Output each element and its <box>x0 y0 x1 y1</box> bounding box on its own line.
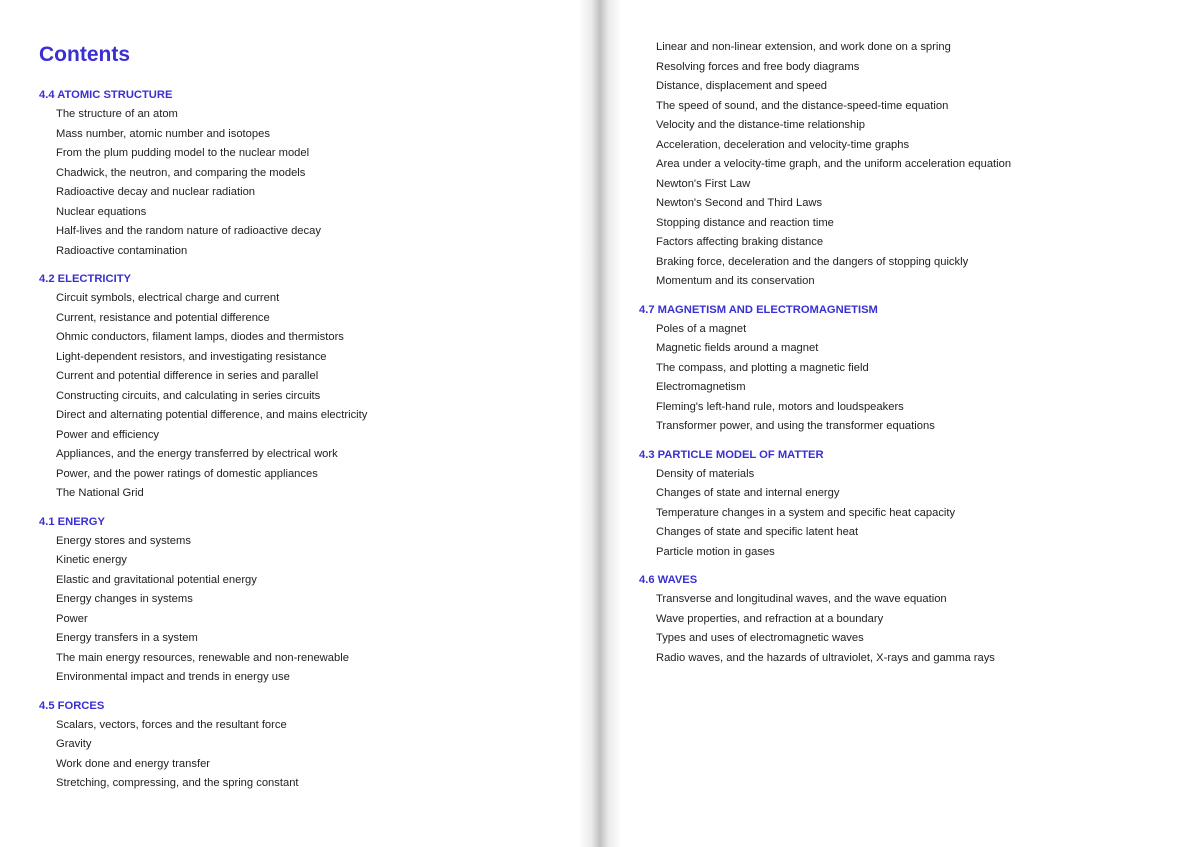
toc-item[interactable]: Current, resistance and potential difference <box>56 311 270 324</box>
toc-item[interactable]: Light-dependent resistors, and investigating resistance <box>56 350 327 363</box>
toc-item[interactable]: From the plum pudding model to the nuclear model <box>56 147 310 159</box>
toc-item[interactable]: Kinetic energy <box>56 554 127 566</box>
toc-item[interactable]: Braking force, deceleration and the dangers of stopping quickly <box>656 255 969 268</box>
toc-item[interactable]: Work done and energy transfer <box>56 757 211 770</box>
toc-item[interactable]: Radioactive decay and nuclear radiation <box>56 186 256 198</box>
toc-item[interactable]: Constructing circuits, and calculating in series circuits <box>56 389 321 402</box>
right-toc-column <box>639 38 1179 668</box>
toc-item[interactable]: Transformer power, and using the transformer equations <box>656 420 935 432</box>
toc-section <box>39 270 569 504</box>
toc-item[interactable]: The speed of sound, and the distance-speed-time equation <box>656 99 949 112</box>
toc-item[interactable]: Poles of a magnet <box>656 322 747 335</box>
toc-item[interactable]: The compass, and plotting a magnetic field <box>656 361 869 374</box>
toc-item[interactable]: Environmental impact and trends in energy use <box>56 671 290 683</box>
toc-item[interactable]: Resolving forces and free body diagrams <box>656 60 860 73</box>
section-heading[interactable]: 4.7 MAGNETISM AND ELECTROMAGNETISM <box>639 303 878 316</box>
toc-section <box>639 571 1179 668</box>
toc-item[interactable]: Energy stores and systems <box>56 534 191 547</box>
toc-item[interactable]: Ohmic conductors, filament lamps, diodes and thermistors <box>56 331 344 343</box>
toc-item[interactable]: Linear and non-linear extension, and work done on a spring <box>656 41 951 53</box>
toc-item[interactable]: Wave properties, and refraction at a boundary <box>656 612 884 625</box>
toc-item[interactable]: Stretching, compressing, and the spring constant <box>56 777 299 789</box>
book-gutter <box>578 0 622 847</box>
section-heading[interactable]: 4.6 WAVES <box>639 574 698 586</box>
toc-item[interactable]: Radio waves, and the hazards of ultraviolet, X-rays and gamma rays <box>656 651 995 664</box>
toc-item[interactable]: Acceleration, deceleration and velocity-time graphs <box>656 138 910 151</box>
toc-item[interactable]: Fleming's left-hand rule, motors and loudspeakers <box>656 400 904 413</box>
left-page <box>39 0 569 847</box>
toc-section <box>39 697 569 794</box>
toc-item[interactable]: Direct and alternating potential difference, and mains electricity <box>56 409 368 421</box>
section-heading[interactable]: 4.1 ENERGY <box>39 515 105 528</box>
toc-item[interactable]: Temperature changes in a system and specific heat capacity <box>656 506 956 519</box>
right-page <box>639 0 1179 847</box>
toc-item[interactable]: Transverse and longitudinal waves, and the wave equation <box>656 593 947 605</box>
toc-item[interactable]: Power and efficiency <box>56 428 160 441</box>
toc-item[interactable]: Momentum and its conservation <box>656 275 815 287</box>
toc-item[interactable]: Newton's Second and Third Laws <box>656 197 823 209</box>
toc-item[interactable]: Nuclear equations <box>56 205 147 218</box>
toc-item[interactable]: The National Grid <box>56 487 144 499</box>
toc-item[interactable]: Chadwick, the neutron, and comparing the models <box>56 166 306 179</box>
toc-item[interactable]: Types and uses of electromagnetic waves <box>656 632 864 644</box>
toc-item[interactable]: Stopping distance and reaction time <box>656 216 834 229</box>
section-heading[interactable]: 4.2 ELECTRICITY <box>39 273 132 285</box>
section-heading[interactable]: 4.3 PARTICLE MODEL OF MATTER <box>639 448 824 461</box>
toc-section <box>39 513 569 688</box>
toc-item[interactable]: Mass number, atomic number and isotopes <box>56 127 270 140</box>
toc-item[interactable]: The structure of an atom <box>56 108 178 120</box>
toc-item[interactable]: Newton's First Law <box>656 177 751 190</box>
toc-item[interactable]: Velocity and the distance-time relationship <box>656 119 865 131</box>
toc-item[interactable]: Power <box>56 612 88 625</box>
toc-section <box>39 86 569 261</box>
toc-item[interactable]: Power, and the power ratings of domestic appliances <box>56 467 318 480</box>
toc-item[interactable]: The main energy resources, renewable and non-renewable <box>56 651 349 664</box>
toc-item[interactable]: Electromagnetism <box>656 381 746 393</box>
section-heading[interactable]: 4.5 FORCES <box>39 699 105 712</box>
toc-item[interactable]: Area under a velocity-time graph, and the uniform acceleration equation <box>656 158 1012 170</box>
toc-item[interactable]: Current and potential difference in series and parallel <box>56 370 319 382</box>
toc-item[interactable]: Circuit symbols, electrical charge and current <box>56 292 280 304</box>
left-toc-column <box>39 86 569 794</box>
toc-item[interactable]: Elastic and gravitational potential energy <box>56 573 257 586</box>
toc-item[interactable]: Energy changes in systems <box>56 593 193 605</box>
toc-item[interactable]: Distance, displacement and speed <box>656 80 828 92</box>
section-heading[interactable]: 4.4 ATOMIC STRUCTURE <box>39 89 173 101</box>
toc-item[interactable]: Radioactive contamination <box>56 244 188 257</box>
toc-item[interactable]: Particle motion in gases <box>656 545 775 558</box>
toc-item[interactable]: Changes of state and internal energy <box>656 487 840 499</box>
toc-item[interactable]: Scalars, vectors, forces and the resultant force <box>56 718 287 731</box>
toc-item[interactable]: Factors affecting braking distance <box>656 236 824 248</box>
toc-item[interactable]: Half-lives and the random nature of radioactive decay <box>56 225 321 237</box>
toc-section <box>639 38 1179 292</box>
toc-section <box>639 301 1179 437</box>
contents-title: Contents <box>39 43 130 66</box>
toc-item[interactable]: Magnetic fields around a magnet <box>656 342 819 354</box>
toc-item[interactable]: Appliances, and the energy transferred by electrical work <box>56 448 338 460</box>
toc-section <box>639 446 1179 563</box>
toc-item[interactable]: Energy transfers in a system <box>56 632 198 644</box>
toc-item[interactable]: Changes of state and specific latent heat <box>656 526 859 538</box>
toc-item[interactable]: Density of materials <box>656 467 755 480</box>
toc-item[interactable]: Gravity <box>56 738 92 750</box>
